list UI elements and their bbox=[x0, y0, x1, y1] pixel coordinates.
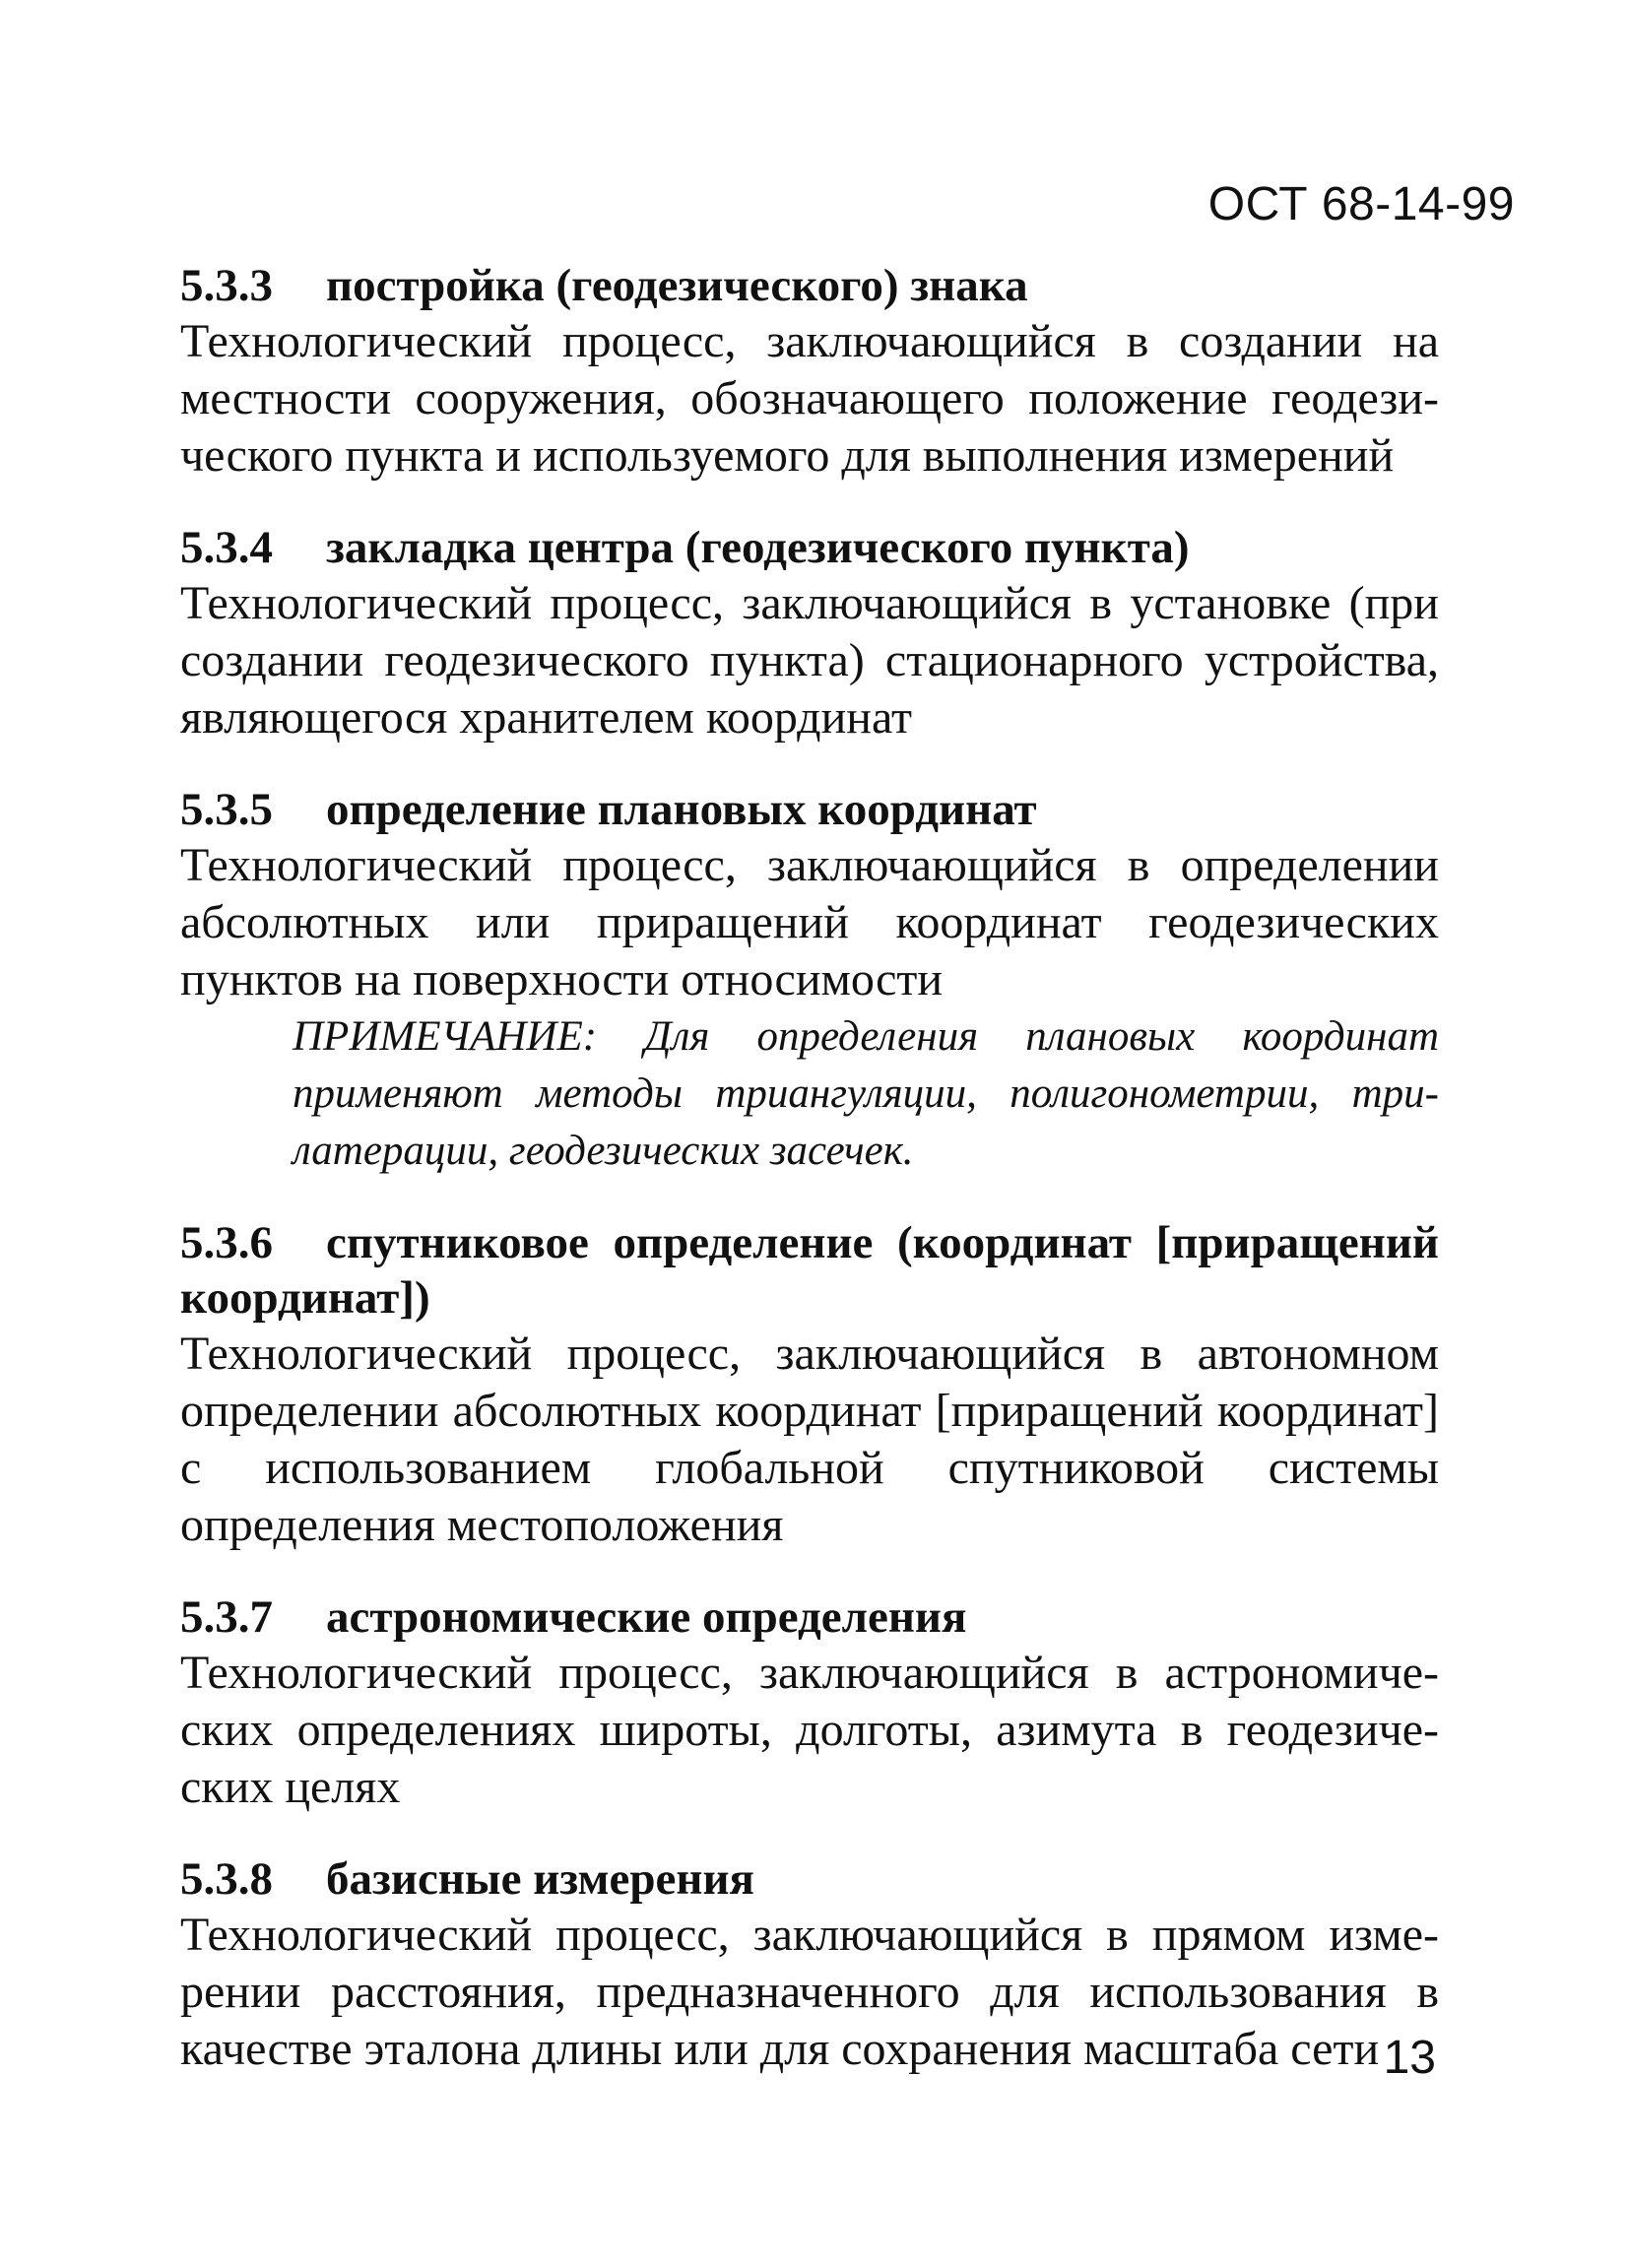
term-definition: Технологический процесс, заключающийся в автономном определении абсолютных координат [приращений координат] с использованием глобальной спутниковой системы определения местоположения bbox=[180, 1328, 1439, 1551]
term-heading bbox=[180, 258, 1439, 313]
term-number: 5.3.3 bbox=[180, 260, 273, 311]
term-definition: Технологический процесс, заключающийся в установке (при создании геодезического пункта) стационарного устройства, являющегося хранителем координат bbox=[180, 577, 1439, 744]
term-heading bbox=[180, 782, 1439, 837]
term-title: спутниковое определение (координат [приращений координат]) bbox=[180, 1217, 1439, 1324]
term-number: 5.3.7 bbox=[180, 1591, 273, 1643]
term-5-3-5 bbox=[180, 782, 1439, 1180]
term-definition: Технологический процесс, заключающийся в создании на местности сооружения, обозначающего положение геодезического пункта и используемого для выполнения измерений bbox=[180, 315, 1439, 482]
term-5-3-6 bbox=[180, 1215, 1439, 1554]
term-5-3-8 bbox=[180, 1851, 1439, 2078]
term-heading bbox=[180, 1215, 1439, 1326]
term-title: базисные измерения bbox=[326, 1853, 754, 1905]
term-title: постройка (геодезического) знака bbox=[326, 260, 1028, 311]
page-number: 13 bbox=[1383, 2032, 1436, 2084]
term-title: определение плановых координат bbox=[326, 784, 1037, 835]
term-heading bbox=[180, 1851, 1439, 1907]
terms-list bbox=[180, 258, 1439, 2113]
term-5-3-3 bbox=[180, 258, 1439, 485]
term-title: закладка центра (геодезического пункта) bbox=[326, 522, 1190, 573]
term-number: 5.3.4 bbox=[180, 522, 273, 573]
term-title: астрономические определения bbox=[326, 1591, 967, 1643]
term-heading bbox=[180, 1589, 1439, 1645]
term-5-3-7 bbox=[180, 1589, 1439, 1816]
term-note: ПРИМЕЧАНИЕ: Для определения плановых координат применяют методы триангуляции, полигонометрии, трилатерации, геодезических засечек. bbox=[293, 1013, 1439, 1174]
term-number: 5.3.6 bbox=[180, 1217, 273, 1268]
term-definition: Технологический процесс, заключающийся в астрономических определениях широты, долготы, азимута в геодезических целях bbox=[180, 1647, 1439, 1813]
term-heading bbox=[180, 520, 1439, 575]
term-number: 5.3.5 bbox=[180, 784, 273, 835]
term-5-3-4 bbox=[180, 520, 1439, 746]
document-code: ОСТ 68-14-99 bbox=[1207, 178, 1515, 230]
term-number: 5.3.8 bbox=[180, 1853, 273, 1905]
term-definition: Технологический процесс, заключающийся в прямом измерении расстояния, предназначенного для использования в качестве эталона длины или для сохранения масштаба сети bbox=[180, 1909, 1439, 2075]
term-definition: Технологический процесс, заключающийся в определении абсолютных или приращений координат геодезических пунктов на поверхности относимости bbox=[180, 839, 1439, 1005]
